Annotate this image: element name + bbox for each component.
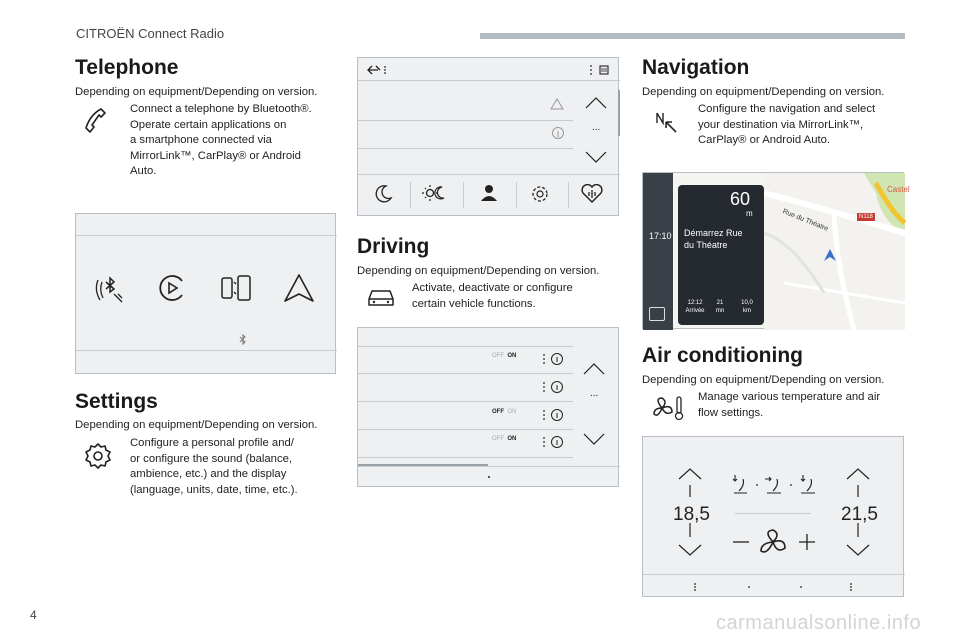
fan-thermometer-icon bbox=[650, 394, 684, 422]
watermark: carmanualsonline.info bbox=[716, 612, 922, 634]
guidance-card bbox=[678, 185, 764, 325]
settings-gear-icon[interactable] bbox=[528, 182, 552, 206]
toggle-switch[interactable] bbox=[492, 353, 516, 359]
driving-dependency: Depending on equipment/Depending on version. bbox=[357, 265, 600, 277]
divider bbox=[516, 182, 517, 208]
navigation-title: Navigation bbox=[642, 56, 750, 79]
divider bbox=[76, 235, 337, 236]
stat-value: 10,0 bbox=[741, 300, 753, 306]
divider bbox=[358, 401, 573, 402]
street-instruction bbox=[684, 227, 743, 251]
clock-label: 17:10 bbox=[649, 231, 672, 241]
row-options-icon[interactable] bbox=[542, 435, 564, 449]
settings-dependency: Depending on equipment/Depending on version. bbox=[75, 419, 318, 431]
navigation-line: CarPlay® or Android Auto. bbox=[698, 134, 831, 146]
toggle-off-label: OFF bbox=[492, 409, 504, 415]
stat-label: Arrivée bbox=[685, 308, 705, 314]
settings-description bbox=[130, 436, 298, 498]
street-line: du Théatre bbox=[684, 240, 728, 250]
settings-title: Settings bbox=[75, 390, 158, 413]
toggle-on-label: ON bbox=[507, 353, 517, 359]
air-conditioning-line: Manage various temperature and air bbox=[698, 391, 881, 403]
scroll-up-icon[interactable] bbox=[584, 96, 608, 110]
home-button[interactable] bbox=[649, 307, 665, 321]
header-divider bbox=[480, 33, 905, 39]
scroll-down-icon[interactable] bbox=[584, 150, 608, 164]
duration-stat bbox=[710, 299, 730, 315]
distance-value: 60 bbox=[730, 189, 751, 209]
settings-line: Configure a personal profile and/ bbox=[130, 437, 294, 449]
toggle-switch[interactable] bbox=[492, 409, 516, 415]
toggle-off-label: OFF bbox=[492, 353, 504, 359]
carplay-icon[interactable] bbox=[156, 272, 188, 304]
divider bbox=[358, 174, 620, 175]
telephone-description bbox=[130, 102, 312, 180]
telephone-line: MirrorLink™, CarPlay® or Android bbox=[130, 149, 301, 162]
road-shield: N118 bbox=[859, 214, 873, 220]
toggle-switch[interactable] bbox=[492, 436, 516, 442]
toggle-on-label: ON bbox=[507, 409, 517, 415]
row-options-icon[interactable] bbox=[542, 380, 564, 394]
divider bbox=[76, 350, 337, 351]
row-options-icon[interactable] bbox=[542, 352, 564, 366]
stat-value: 12:12 bbox=[687, 300, 703, 306]
gear-icon bbox=[84, 442, 112, 470]
android-auto-icon[interactable] bbox=[282, 272, 316, 304]
page-number: 4 bbox=[30, 608, 37, 622]
air-conditioning-description bbox=[698, 390, 880, 421]
telephone-dependency: Depending on equipment/Depending on version. bbox=[75, 86, 318, 98]
toggle-on-label: ON bbox=[507, 436, 517, 442]
mirrorlink-icon[interactable] bbox=[218, 272, 254, 304]
stat-value: 21 bbox=[716, 300, 724, 306]
divider bbox=[358, 429, 573, 430]
header-title: CITROËN Connect Radio bbox=[76, 26, 225, 41]
settings-line: (language, units, date, time, etc.). bbox=[130, 483, 298, 496]
navigation-arrow-icon bbox=[654, 110, 678, 134]
distance-stat bbox=[734, 299, 760, 315]
warning-icon bbox=[550, 98, 564, 110]
profile-icon[interactable] bbox=[478, 182, 498, 204]
map-place-label: Castel bbox=[887, 185, 910, 194]
driving-title: Driving bbox=[357, 235, 430, 258]
driving-description bbox=[412, 281, 573, 312]
left-temperature: 18,5 bbox=[673, 504, 710, 525]
scroll-down-icon[interactable] bbox=[582, 432, 606, 446]
car-icon bbox=[366, 286, 396, 308]
air-conditioning-title: Air conditioning bbox=[642, 344, 803, 367]
divider bbox=[568, 182, 569, 208]
driving-line: certain vehicle functions. bbox=[412, 297, 536, 310]
arrival-stat bbox=[682, 299, 708, 315]
stat-label: mn bbox=[715, 308, 725, 314]
right-temperature: 21,5 bbox=[841, 504, 878, 525]
divider bbox=[735, 513, 811, 514]
air-conditioning-dependency: Depending on equipment/Depending on version. bbox=[642, 374, 885, 386]
telephone-line: a smartphone connected via bbox=[130, 134, 272, 146]
divider bbox=[643, 574, 905, 575]
divider bbox=[358, 148, 573, 149]
telephone-title: Telephone bbox=[75, 56, 179, 79]
stat-label: km bbox=[743, 308, 751, 314]
airflow-direction-icon[interactable] bbox=[731, 473, 819, 497]
toggle-off-label: OFF bbox=[492, 436, 504, 442]
driving-screen bbox=[357, 327, 619, 487]
fan-speed-control[interactable] bbox=[733, 527, 815, 557]
settings-line: ambience, etc.) and the display bbox=[130, 468, 287, 480]
navigation-screen bbox=[642, 172, 910, 329]
bottom-shortcuts[interactable] bbox=[691, 581, 857, 593]
divider bbox=[410, 182, 411, 208]
navigation-line: Configure the navigation and select bbox=[698, 103, 876, 115]
bluetooth-small-icon bbox=[239, 334, 247, 346]
page-indicator-dot bbox=[488, 476, 490, 478]
scroll-up-icon[interactable] bbox=[582, 362, 606, 376]
options-icon[interactable] bbox=[588, 64, 612, 76]
info-icon bbox=[552, 126, 564, 140]
settings-line: or configure the sound (balance, bbox=[130, 452, 293, 465]
phone-icon bbox=[84, 107, 108, 135]
divider bbox=[358, 466, 620, 467]
telephone-screen bbox=[75, 213, 336, 374]
street-line: Démarrez Rue bbox=[684, 228, 743, 238]
divider bbox=[358, 346, 573, 347]
more-indicator: ... bbox=[592, 122, 601, 133]
sound-settings-icon[interactable] bbox=[580, 182, 604, 204]
navigation-line: your destination via MirrorLink™, bbox=[698, 118, 864, 131]
settings-screen bbox=[357, 57, 619, 216]
air-conditioning-screen bbox=[642, 436, 904, 597]
back-arrow-icon[interactable] bbox=[366, 64, 388, 76]
air-conditioning-line: flow settings. bbox=[698, 406, 764, 419]
divider bbox=[358, 120, 573, 121]
brightness-icon[interactable] bbox=[422, 182, 446, 204]
map-view[interactable] bbox=[764, 173, 905, 330]
telephone-line: Connect a telephone by Bluetooth®. bbox=[130, 103, 312, 115]
distance-unit: m bbox=[746, 209, 753, 218]
navigation-dependency: Depending on equipment/Depending on version. bbox=[642, 86, 885, 98]
scrollbar[interactable] bbox=[618, 90, 620, 136]
more-indicator: ... bbox=[590, 388, 599, 399]
divider bbox=[358, 373, 573, 374]
night-mode-icon[interactable] bbox=[372, 182, 394, 204]
telephone-line: Operate certain applications on bbox=[130, 118, 287, 131]
telephone-line: Auto. bbox=[130, 165, 157, 177]
divider bbox=[358, 80, 620, 81]
divider bbox=[463, 182, 464, 208]
nav-side-bar bbox=[643, 173, 673, 330]
bluetooth-icon[interactable] bbox=[92, 272, 128, 308]
row-options-icon[interactable] bbox=[542, 408, 564, 422]
driving-line: Activate, deactivate or configure bbox=[412, 282, 573, 294]
map-road-label: Rue du Théatre bbox=[781, 208, 830, 233]
divider bbox=[358, 457, 573, 458]
navigation-description bbox=[698, 102, 875, 149]
